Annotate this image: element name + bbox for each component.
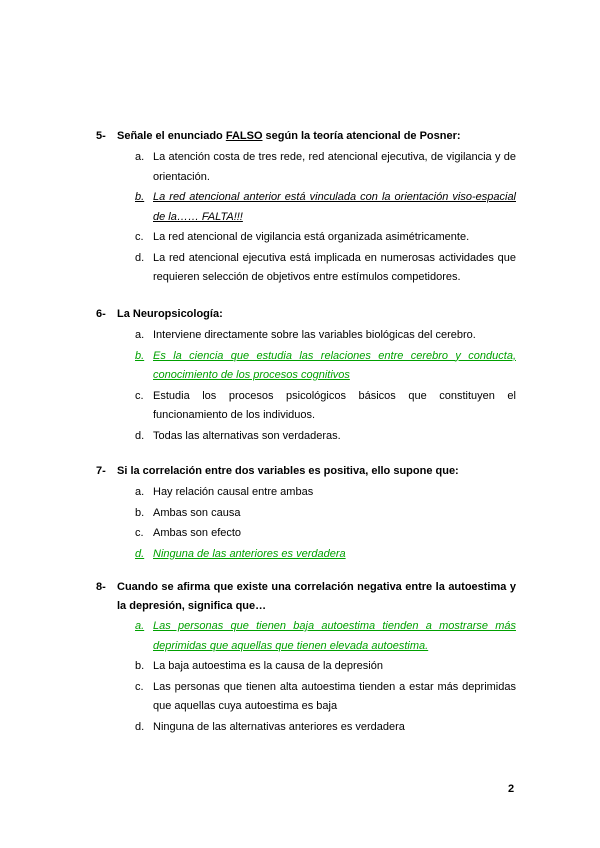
question-text-end: según la teoría atencional de Posner: xyxy=(262,130,461,142)
option-d-answer: d. Ninguna de las anteriores es verdadera xyxy=(135,547,346,560)
page-number: 2 xyxy=(508,783,515,795)
option-a: a. Hay relación causal entre ambas xyxy=(135,486,314,498)
question-5 xyxy=(96,127,516,288)
question-text: Si la correlación entre dos variables es positiva, ello supone que: xyxy=(117,465,459,477)
option-a: a. La atención costa de tres rede, red atencional ejecutiva, de vigilancia y de orientación. xyxy=(135,151,516,183)
option-b-answer: b. Es la ciencia que estudia las relaciones entre cerebro y conducta, conocimiento de los procesos cognitivos xyxy=(135,349,516,381)
question-number: 5- xyxy=(96,130,106,142)
option-d: d. Todas las alternativas son verdaderas. xyxy=(135,429,341,442)
option-b-answer: b. La red atencional anterior está vinculada con la orientación viso-espacial de la…… FALTA!!! xyxy=(135,191,516,223)
question-7-stem xyxy=(96,462,516,481)
question-number: 8- xyxy=(96,581,106,593)
option-c: c. Estudia los procesos psicológicos básicos que constituyen el funcionamiento de los individuos. xyxy=(135,389,516,421)
question-number: 6- xyxy=(96,308,106,320)
option-c: c. La red atencional de vigilancia está organizada asimétricamente. xyxy=(135,231,470,243)
option-d: d. La red atencional ejecutiva está implicada en numerosas actividades que requieren selección de objetivos entre estímulos competidores. xyxy=(135,251,516,283)
question-text: Señale el enunciado xyxy=(117,130,226,142)
question-number: 7- xyxy=(96,465,106,477)
question-5-stem xyxy=(96,127,516,146)
question-6 xyxy=(96,305,516,446)
option-a: a. Interviene directamente sobre las variables biológicas del cerebro. xyxy=(135,329,476,341)
question-text: La Neuropsicología: xyxy=(117,308,223,320)
question-7 xyxy=(96,462,516,564)
question-8 xyxy=(96,578,516,737)
false-keyword: FALSO xyxy=(225,130,263,142)
question-8-stem xyxy=(96,578,516,616)
question-text: Cuando se afirma que existe una correlación negativa entre la autoestima y la depresión, significa que… xyxy=(117,581,516,612)
option-c: c. Ambas son efecto xyxy=(135,527,242,539)
option-a-answer: a. Las personas que tienen baja autoestima tienden a mostrarse más deprimidas que aquellas que tienen elevada autoestima. xyxy=(135,620,516,652)
option-b: b. Ambas son causa xyxy=(135,506,241,519)
option-b: b. La baja autoestima es la causa de la depresión xyxy=(135,660,383,672)
question-6-stem xyxy=(96,305,516,324)
option-d: d. Ninguna de las alternativas anteriores es verdadera xyxy=(135,720,405,733)
option-c: c. Las personas que tienen alta autoestima tienden a estar más deprimidas que aquellas cuya autoestima es baja xyxy=(135,680,516,712)
